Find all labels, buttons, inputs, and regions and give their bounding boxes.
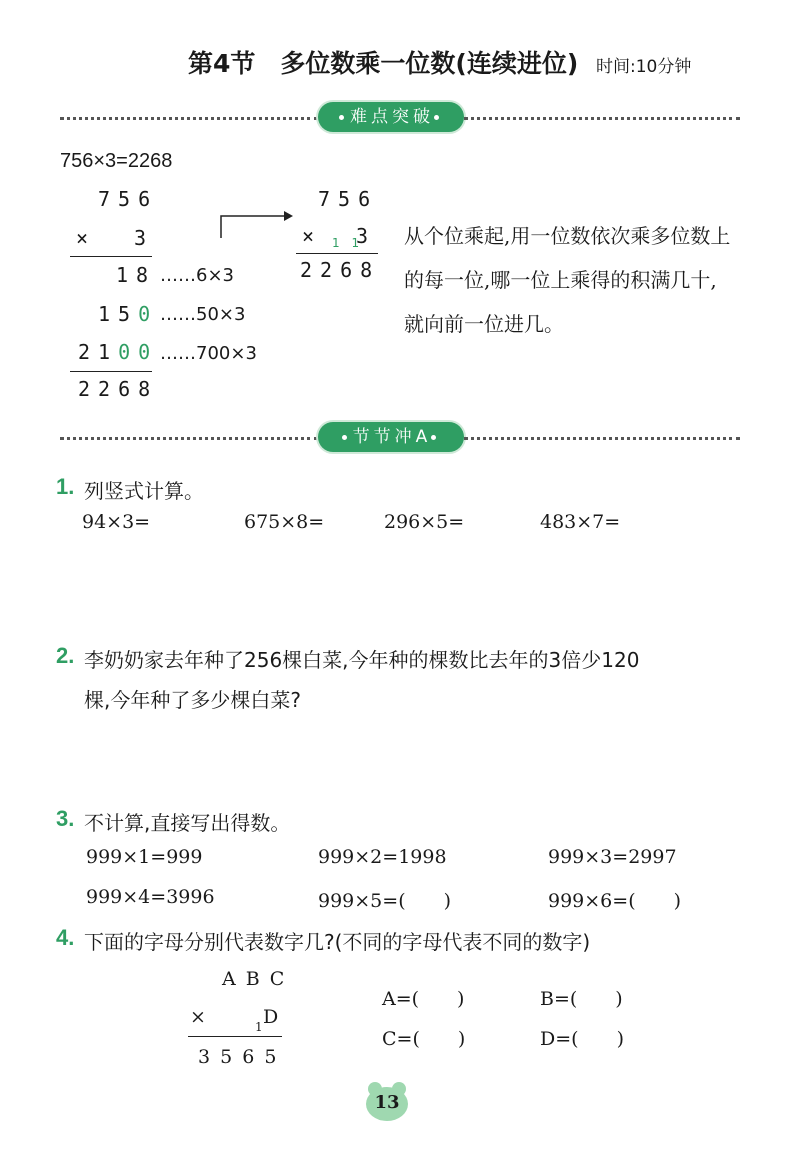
q3-item: 999×3=2997 <box>548 846 677 868</box>
q1-item: 94×3= <box>82 511 151 533</box>
dot-icon <box>342 435 347 440</box>
q4-multiplier: D <box>263 1006 279 1028</box>
question-4-text: 下面的字母分别代表数字几?(不同的字母代表不同的数字) <box>84 930 591 954</box>
calc2-multiplier: 3 <box>356 224 377 248</box>
question-1-text: 列竖式计算。 <box>84 479 204 503</box>
page-number-badge <box>363 1080 411 1122</box>
q4-multiplicand: A B C <box>222 968 287 990</box>
section-title: 第4节 多位数乘一位数(连续进位) <box>188 49 579 78</box>
calc2-times-sign: × <box>302 224 323 248</box>
question-2-line2: 棵,今年种了多少棵白菜? <box>84 688 301 712</box>
q1-item: 296×5= <box>384 511 465 533</box>
question-number: 3. <box>56 806 75 831</box>
q3-item: 999×2=1998 <box>318 846 447 868</box>
q4-answer-a[interactable]: A=( ) <box>382 988 465 1010</box>
page-number: 13 <box>374 1092 400 1113</box>
q4-result: 3 5 6 5 <box>198 1046 279 1068</box>
calc2-carry: 1 1 <box>332 236 364 250</box>
calc2-result: 2268 <box>300 258 381 282</box>
dot-icon <box>434 115 439 120</box>
question-number: 2. <box>56 643 75 668</box>
q4-answer-b[interactable]: B=( ) <box>540 988 623 1010</box>
partial-note-2: ……50×3 <box>160 304 246 325</box>
partial-product-3: 2100 <box>78 340 159 364</box>
q4-answer-d[interactable]: D=( ) <box>540 1028 624 1050</box>
partial-product-1: 18 <box>116 263 157 287</box>
question-number: 1. <box>56 474 75 499</box>
dot-icon <box>339 115 344 120</box>
calc-result: 2268 <box>78 377 159 401</box>
partial-note-3: ……700×3 <box>160 343 257 364</box>
q4-times-sign: × <box>190 1006 206 1028</box>
banner-difficulty: 难点突破 <box>318 102 464 132</box>
dotted-divider <box>464 117 740 120</box>
q4-line <box>188 1036 282 1037</box>
q4-answer-c[interactable]: C=( ) <box>382 1028 466 1050</box>
calc-line <box>70 256 152 257</box>
q3-item: 999×4=3996 <box>86 886 215 908</box>
question-2-line1: 李奶奶家去年种了256棵白菜,今年种的棵数比去年的3倍少120 <box>84 648 640 672</box>
calc-times-sign: × <box>76 226 97 250</box>
q1-item: 483×7= <box>540 511 621 533</box>
dot-icon <box>431 435 436 440</box>
q1-item: 675×8= <box>244 511 325 533</box>
calc-line <box>70 371 152 372</box>
question-3-text: 不计算,直接写出得数。 <box>84 811 291 835</box>
partial-product-2: 150 <box>98 302 159 326</box>
q3-answer-input[interactable]: 999×5=( ) <box>318 890 452 912</box>
example-equation: 756×3=2268 <box>60 150 173 172</box>
dotted-divider <box>464 437 740 440</box>
q3-item: 999×1=999 <box>86 846 203 868</box>
partial-note-1: ……6×3 <box>160 265 234 286</box>
dotted-divider <box>60 437 318 440</box>
calc2-multiplicand: 756 <box>318 187 379 211</box>
question-number: 4. <box>56 925 75 950</box>
calc-multiplicand: 756 <box>98 187 159 211</box>
time-limit: 时间:10分钟 <box>596 57 692 77</box>
banner-practice: 节节冲A <box>318 422 464 452</box>
dotted-divider <box>60 117 318 120</box>
calc-multiplier: 3 <box>134 226 155 250</box>
q4-carry: 1 <box>255 1020 263 1034</box>
q3-answer-input[interactable]: 999×6=( ) <box>548 890 682 912</box>
calc2-line <box>296 253 378 254</box>
method-explanation: 从个位乘起,用一位数依次乘多位数上的每一位,哪一位上乘得的积满几十,就向前一位进几。 <box>404 224 731 336</box>
arrow-icon <box>218 210 294 240</box>
